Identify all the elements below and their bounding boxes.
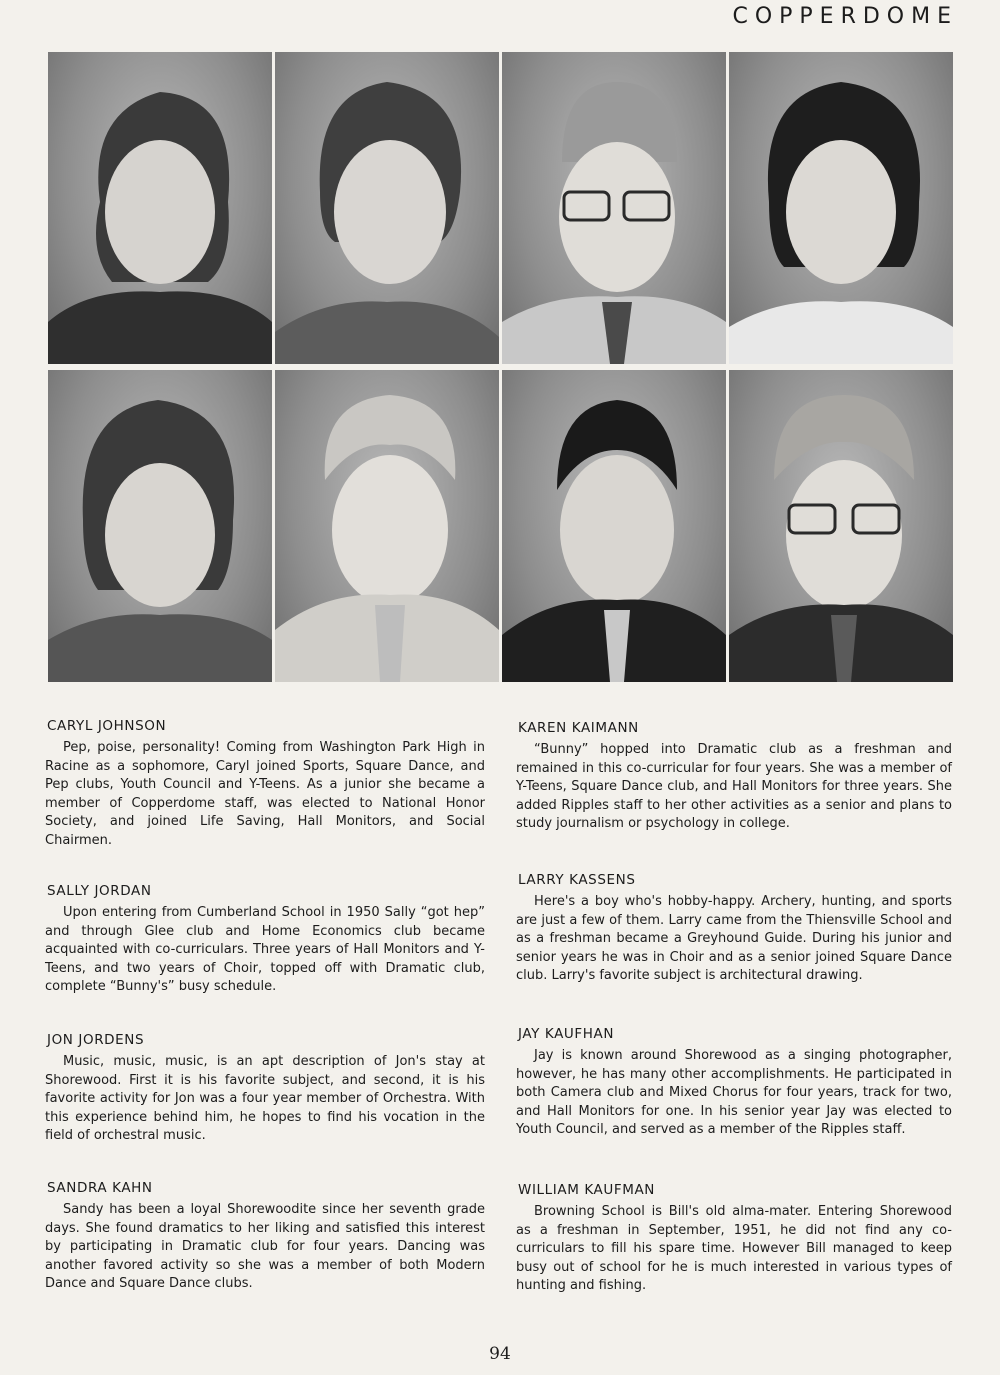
student-name: CARYL JOHNSON — [47, 718, 167, 734]
portrait-photo — [729, 370, 953, 682]
student-name: JAY KAUFHAN — [518, 1026, 615, 1042]
portrait-silhouette-male-glasses-icon — [729, 370, 953, 682]
student-bio: Jay is known around Shorewood as a singing photographer, however, he has many other accomplishments. He participated in both Camera club and Mixed Chorus for four years, track for two, and Hall Monitors for one. In his senior year Jay was elected to Youth Council, and served as a member of the Ripples staff. — [516, 1048, 952, 1137]
student-bio: Upon entering from Cumberland School in 1950 Sally “got hep” and through Glee club and Home Economics club became acquainted with co-curriculars. Three years of Hall Monitors and Y-Teens, and two years of Choir, topped off with Dramatic club, complete “Bunny's” busy schedule. — [45, 905, 485, 994]
student-entry — [45, 718, 485, 883]
student-bio: Music, music, music, is an apt description of Jon's stay at Shorewood. First it is his favorite subject, and second, it is his favorite activity for Jon was a four year member of Orchestra. With this experience behind him, he hopes to find his vocation in the field of orchestral music. — [45, 1054, 485, 1143]
portrait-photo — [48, 370, 272, 682]
student-bio: “Bunny” hopped into Dramatic club as a freshman and remained in this co-curricular for four years. She was a member of Y-Teens, Square Dance club, and Hall Monitors for three years. She added Ripples staff to her other activities as a senior and plans to study journalism or psychology in college. — [516, 742, 952, 831]
right-column — [516, 720, 952, 1296]
portrait-photo — [275, 370, 499, 682]
student-name: SANDRA KAHN — [47, 1180, 153, 1196]
portrait-silhouette-male-icon — [502, 370, 726, 682]
student-entry — [516, 1026, 952, 1182]
portrait-silhouette-female-icon — [48, 370, 272, 682]
student-name: LARRY KASSENS — [518, 872, 636, 888]
student-entry — [45, 1032, 485, 1180]
student-entry — [516, 1182, 952, 1296]
left-column — [45, 718, 485, 1294]
student-entry — [516, 872, 952, 1026]
student-name: SALLY JORDAN — [47, 883, 152, 899]
student-bio: Here's a boy who's hobby-happy. Archery, hunting, and sports are just a few of them. Larry came from the Thiensville School and as a freshman became a Greyhound Guide. During his junior and senior years he was in Choir and as a senior joined Square Dance club. Larry's favorite subject is architectural drawing. — [516, 894, 952, 983]
portrait-silhouette-male-icon — [275, 370, 499, 682]
student-name: JON JORDENS — [47, 1032, 145, 1048]
portrait-silhouette-female-icon — [275, 52, 499, 364]
student-entry — [516, 720, 952, 872]
student-entry — [45, 883, 485, 1032]
page-number: 94 — [489, 1344, 511, 1364]
student-bio: Browning School is Bill's old alma-mater. Entering Shorewood as a freshman in September, 1951, he did not find any co-curriculars to fill his spare time. However Bill managed to keep busy out of school for he is much interested in various types of hunting and fishing. — [516, 1204, 952, 1293]
student-bio: Pep, poise, personality! Coming from Washington Park High in Racine as a sophomore, Caryl joined Sports, Square Dance, and Pep clubs, Youth Council and Y-Teens. As a junior she became a member of Copperdome staff, was elected to National Honor Society, and joined Life Saving, Hall Monitors, and Social Chairmen. — [45, 740, 485, 848]
portrait-silhouette-male-glasses-icon — [502, 52, 726, 364]
student-bio: Sandy has been a loyal Shorewoodite since her seventh grade days. She found dramatics to her liking and satisfied this interest by participating in Dramatic club for four years. Dancing was another favored activity so she was a member of both Modern Dance and Square Dance clubs. — [45, 1202, 485, 1291]
portrait-photo — [502, 52, 726, 364]
student-entry — [45, 1180, 485, 1294]
student-name: KAREN KAIMANN — [518, 720, 639, 736]
portrait-photo — [729, 52, 953, 364]
portrait-silhouette-female-icon — [729, 52, 953, 364]
portrait-silhouette-female-icon — [48, 52, 272, 364]
student-name: WILLIAM KAUFMAN — [518, 1182, 656, 1198]
portrait-grid — [48, 52, 952, 682]
portrait-photo — [275, 52, 499, 364]
page-header-title: COPPERDOME — [732, 4, 958, 29]
portrait-photo — [48, 52, 272, 364]
portrait-photo — [502, 370, 726, 682]
